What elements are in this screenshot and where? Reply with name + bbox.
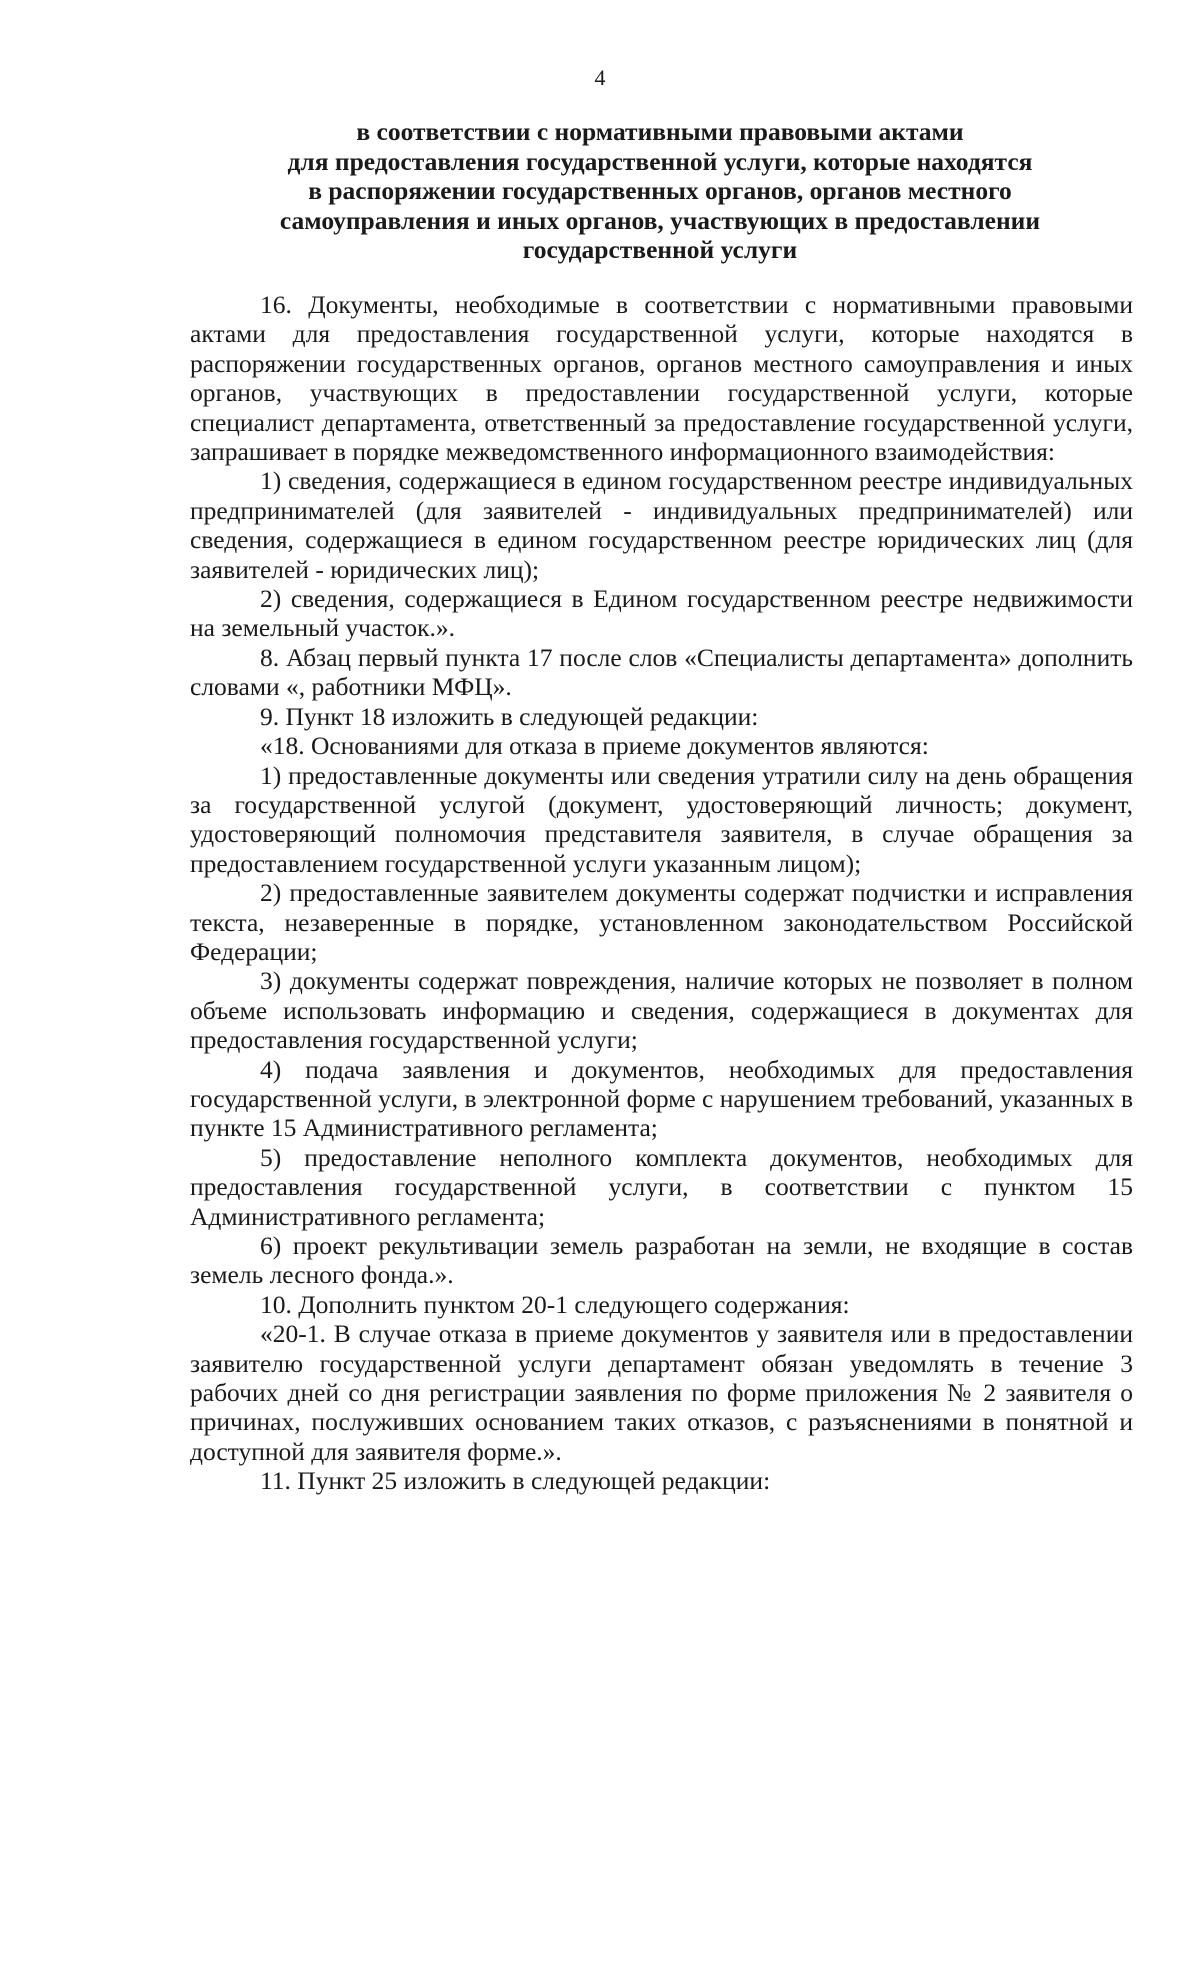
page-number: 4 [594,65,606,90]
paragraph-amendment-11: 11. Пункт 25 изложить в следующей редакции: [260,1466,771,1496]
heading-line: в соответствии с нормативными правовыми актами [356,117,964,146]
heading-line: в распоряжении государственных органов, органов местного [308,176,1012,205]
paragraph-subitem-1: 1) сведения, содержащиеся в едином государственном реестре индивидуальных предпринимателей (для заявителей - индивидуальных предпринимателей) или сведения, содержащиеся в едином государственном реестре юридических лиц (для заявителей - юридических лиц); [190,466,1133,584]
paragraph-item-20-1: «20-1. В случае отказа в приеме документов у заявителя или в предоставлении заявителю государственной услуги департамент обязан уведомлять в течение 3 рабочих дней со дня регистрации заявления по форме приложения № 2 заявителя о причинах, послуживших основанием таких отказов, с разъяснениями в понятной и доступной для заявителя форме.». [190,1319,1133,1466]
paragraph-ground-3: 3) документы содержат повреждения, наличие которых не позволяет в полном объеме использовать информацию и сведения, содержащиеся в документах для предоставления государственной услуги; [190,966,1133,1055]
heading-line: для предоставления государственной услуги, которые находятся [287,146,1033,176]
paragraph-ground-4: 4) подача заявления и документов, необходимых для предоставления государственной услуги, в электронной форме с нарушением требований, указанных в пункте 15 Административного регламента; [190,1054,1133,1143]
paragraph-subitem-2: 2) сведения, содержащиеся в Едином государственном реестре недвижимости на земельный участок.». [190,584,1133,643]
heading-line: государственной услуги [522,235,798,264]
paragraph-ground-2: 2) предоставленные заявителем документы содержат подчистки и исправления текста, незаверенные в порядке, установленном законодательством Российской Федерации; [190,878,1133,966]
paragraph-amendment-8: 8. Абзац первый пункта 17 после слов «Специалисты департамента» дополнить словами «, работники МФЦ». [190,642,1133,702]
paragraph-amendment-10: 10. Дополнить пунктом 20-1 следующего содержания: [260,1289,850,1319]
paragraph-item-18: «18. Основаниями для отказа в приеме документов являются: [260,731,929,761]
document-body [190,290,1133,1496]
paragraph-ground-5: 5) предоставление неполного комплекта документов, необходимых для предоставления государственной услуги, в соответствии с пунктом 15 Административного регламента; [190,1142,1133,1231]
paragraph-amendment-9: 9. Пункт 18 изложить в следующей редакции: [260,701,759,731]
paragraph-item-16: 16. Документы, необходимые в соответствии с нормативными правовыми актами для предоставления государственной услуги, которые находятся в распоряжении государственных органов, органов местного самоуправления и иных органов, участвующих в предоставлении государственной услуги, которые специалист департамента, ответственный за предоставление государственной услуги, запрашивает в порядке межведомственного информационного взаимодействия: [190,290,1133,467]
paragraph-ground-6: 6) проект рекультивации земель разработан на земли, не входящие в состав земель лесного фонда.». [190,1231,1133,1290]
paragraph-ground-1: 1) предоставленные документы или сведения утратили силу на день обращения за государственной услугой (документ, удостоверяющий личность; документ, удостоверяющий полномочия представителя заявителя, в случае обращения за предоставлением государственной услуги указанным лицом); [190,760,1133,878]
section-heading [190,117,1130,265]
heading-line: самоуправления и иных органов, участвующих в предоставлении [279,205,1041,235]
